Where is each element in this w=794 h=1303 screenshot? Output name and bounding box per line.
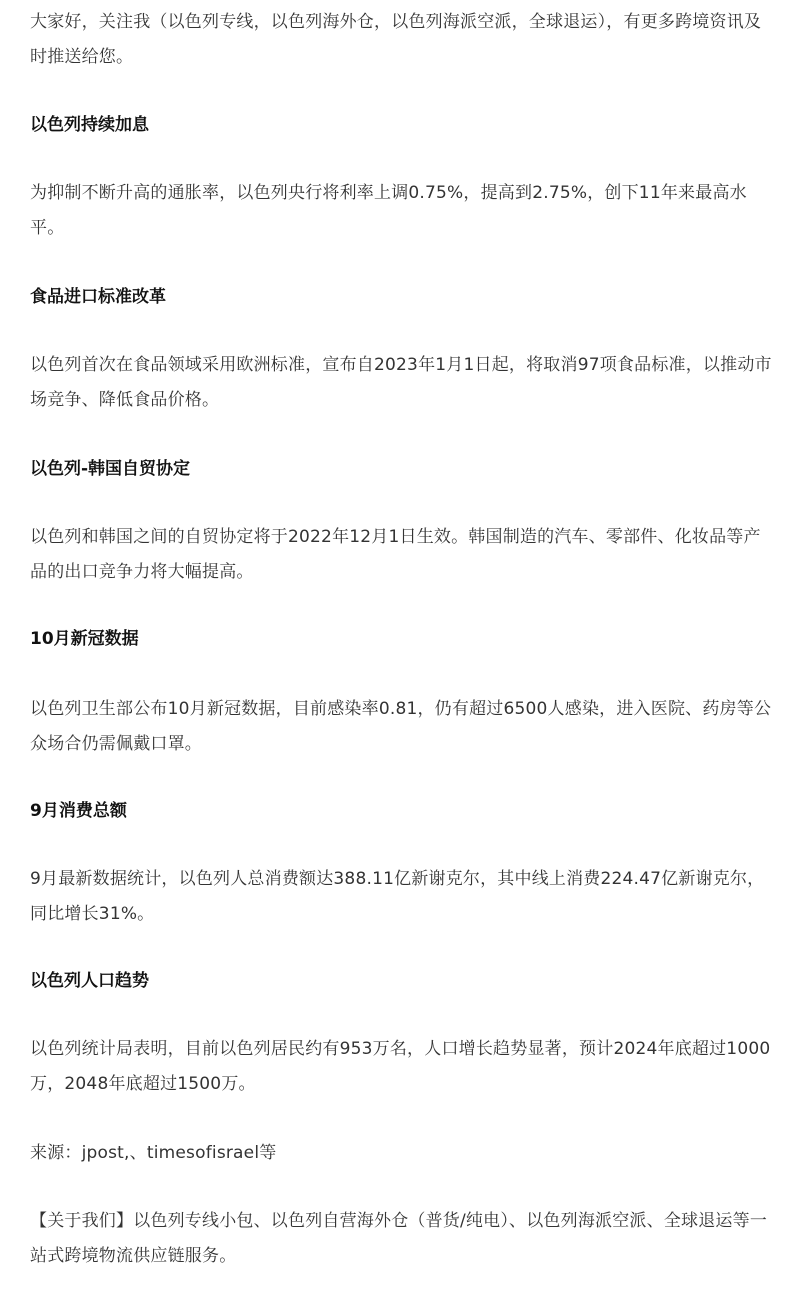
- section-body-covid: 以色列卫生部公布10月新冠数据，目前感染率0.81，仍有超过6500人感染，进入医院、药房等公众场合仍需佩戴口罩。: [30, 699, 772, 754]
- intro-paragraph: 大家好，关注我（以色列专线，以色列海外仓，以色列海派空派，全球退运），有更多跨境资讯及时推送给您。: [30, 12, 762, 67]
- section-heading-consumption: 9月消费总额: [30, 801, 127, 821]
- section-body-population: 以色列统计局表明，目前以色列居民约有953万名，人口增长趋势显著，预计2024年底超过1000万，2048年底超过1500万。: [30, 1039, 771, 1094]
- section-heading-fta: 以色列-韩国自贸协定: [30, 459, 191, 479]
- section-heading-population: 以色列人口趋势: [30, 971, 149, 991]
- section-heading-food-import: 食品进口标准改革: [30, 287, 166, 307]
- source-line: 来源：jpost,、timesofisrael等: [30, 1143, 277, 1163]
- section-heading-rate-hike: 以色列持续加息: [30, 115, 149, 135]
- section-body-consumption: 9月最新数据统计，以色列人总消费额达388.11亿新谢克尔，其中线上消费224.47亿新谢克尔，同比增长31%。: [30, 869, 765, 924]
- section-body-food-import: 以色列首次在食品领域采用欧洲标准，宣布自2023年1月1日起，将取消97项食品标准，以推动市场竞争、降低食品价格。: [30, 355, 772, 410]
- section-body-rate-hike: 为抑制不断升高的通胀率，以色列央行将利率上调0.75%，提高到2.75%，创下11年来最高水平。: [30, 183, 747, 238]
- section-heading-covid: 10月新冠数据: [30, 629, 139, 649]
- section-body-fta: 以色列和韩国之间的自贸协定将于2022年12月1日生效。韩国制造的汽车、零部件、化妆品等产品的出口竞争力将大幅提高。: [30, 527, 761, 582]
- about-us-paragraph: 【关于我们】以色列专线小包、以色列自营海外仓（普货/纯电）、以色列海派空派、全球退运等一站式跨境物流供应链服务。: [30, 1211, 768, 1266]
